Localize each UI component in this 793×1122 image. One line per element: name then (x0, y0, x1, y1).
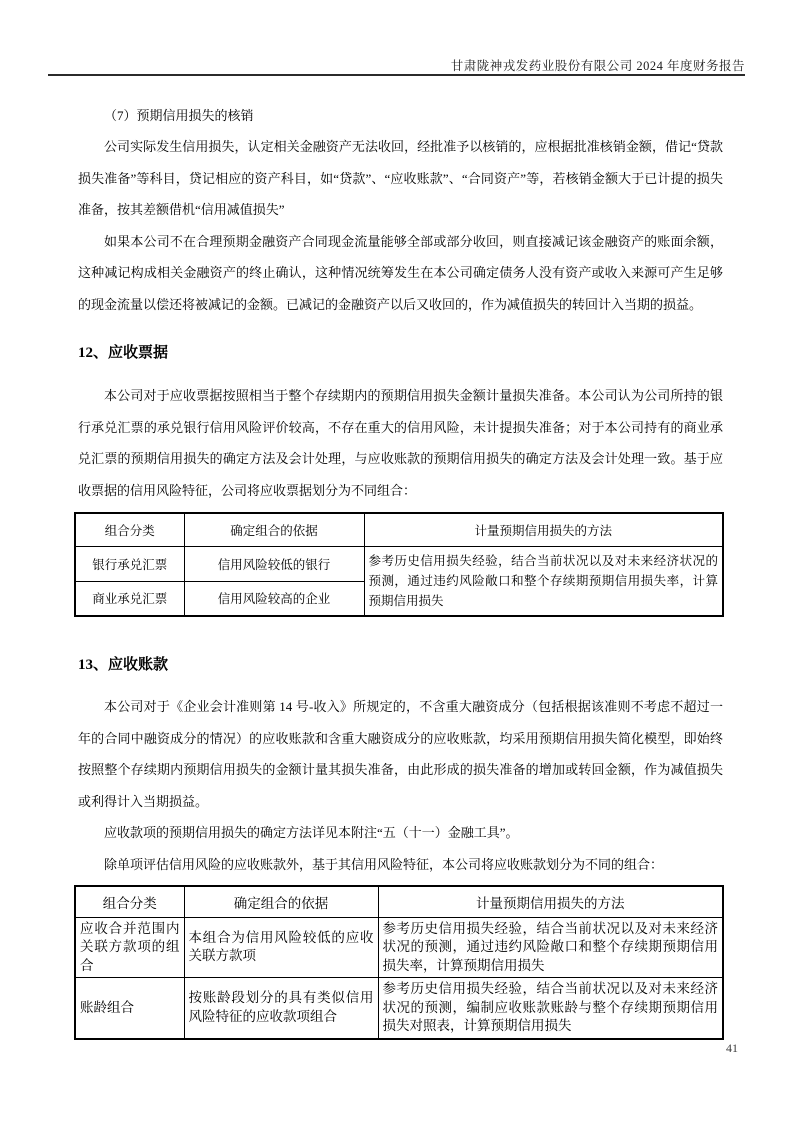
table-header-row (75, 886, 723, 917)
section-7-heading: （7）预期信用损失的核销 (104, 108, 254, 123)
cell-category: 应收合并范围内关联方款项的组合 (75, 917, 184, 978)
notes-receivable-table (74, 512, 724, 617)
table-row (75, 917, 723, 978)
accounts-receivable-para-1: 本公司对于《企业会计准则第 14 号-收入》所规定的，不含重大融资成分（包括根据该准则不考虑不超过一年的合同中融资成分的情况）的应收账款和含重大融资成分的应收账款，均采用预期信用损失简化模型，即始终按照整个存续期内预期信用损失的金额计量其损失准备，由此形成的损失准备的增加或转回金额，作为减值损失或利得计入当期损益。 (78, 699, 723, 809)
page-content (78, 96, 723, 1040)
header-cell-category: 组合分类 (75, 513, 184, 546)
accounts-receivable-para-2: 应收款项的预期信用损失的确定方法详见本附注“五（十一）金融工具”。 (104, 825, 519, 840)
accounts-receivable-para-3: 除单项评估信用风险的应收账款外，基于其信用风险特征，本公司将应收账款划分为不同的组合： (104, 856, 664, 872)
header-cell-category: 组合分类 (75, 886, 184, 917)
notes-receivable-para: 本公司对于应收票据按照相当于整个存续期内的预期信用损失金额计量损失准备。本公司认为公司所持的银行承兑汇票的承兑银行信用风险评价较高，不存在重大的信用风险，未计提损失准备；对于本公司持有的商业承兑汇票的预期信用损失的确定方法及会计处理，与应收账款的预期信用损失的确定方法及会计处理一致。基于应收票据的信用风险特征，公司将应收票据划分为不同组合： (78, 388, 723, 498)
cell-basis: 信用风险较低的银行 (184, 546, 364, 581)
table-row (75, 978, 723, 1039)
section-12-heading: 12、应收票据 (78, 345, 169, 361)
table-row (75, 546, 723, 581)
cell-method-merged: 参考历史信用损失经验，结合当前状况以及对未来经济状况的预测，通过违约风险敞口和整个存续期预期信用损失率，计算预期信用损失 (364, 546, 723, 616)
cell-category: 账龄组合 (75, 978, 184, 1039)
cell-method: 参考历史信用损失经验，结合当前状况以及对未来经济状况的预测，编制应收账款账龄与整个存续期预期信用损失对照表，计算预期信用损失 (378, 978, 723, 1039)
header-rule (48, 74, 745, 76)
header-cell-method: 计量预期信用损失的方法 (364, 513, 723, 546)
cell-basis: 本组合为信用风险较低的应收关联方款项 (184, 917, 378, 978)
cell-category: 银行承兑汇票 (75, 546, 184, 581)
page-header-title: 甘肃陇神戎发药业股份有限公司 2024 年度财务报告 (450, 59, 745, 73)
accounts-receivable-table (74, 885, 724, 1040)
writeoff-para-1: 公司实际发生信用损失，认定相关金融资产无法收回，经批准予以核销的，应根据批准核销金额，借记“贷款损失准备”等科目，贷记相应的资产科目，如“贷款”、“应收账款”、“合同资产”等，若核销金额大于已计提的损失准备，按其差额借机“信用减值损失” (78, 139, 723, 217)
cell-category: 商业承兑汇票 (75, 581, 184, 616)
writeoff-para-2: 如果本公司不在合理预期金融资产合同现金流量能够全部或部分收回，则直接减记该金融资产的账面余额，这种减记构成相关金融资产的终止确认，这种情况统筹发生在本公司确定债务人没有资产或收入来源可产生足够的现金流量以偿还将被减记的金额。已减记的金融资产以后又收回的，作为减值损失的转回计入当期的损益。 (78, 233, 723, 312)
header-cell-basis: 确定组合的依据 (184, 886, 378, 917)
section-13-heading: 13、应收账款 (78, 657, 169, 673)
page-number: 41 (726, 1041, 738, 1055)
table-header-row (75, 513, 723, 546)
header-cell-basis: 确定组合的依据 (184, 513, 364, 546)
cell-basis: 按账龄段划分的具有类似信用风险特征的应收款项组合 (184, 978, 378, 1039)
header-cell-method: 计量预期信用损失的方法 (378, 886, 723, 917)
cell-basis: 信用风险较高的企业 (184, 581, 364, 616)
cell-method: 参考历史信用损失经验，结合当前状况以及对未来经济状况的预测，通过违约风险敞口和整个存续期预期信用损失率，计算预期信用损失 (378, 917, 723, 978)
